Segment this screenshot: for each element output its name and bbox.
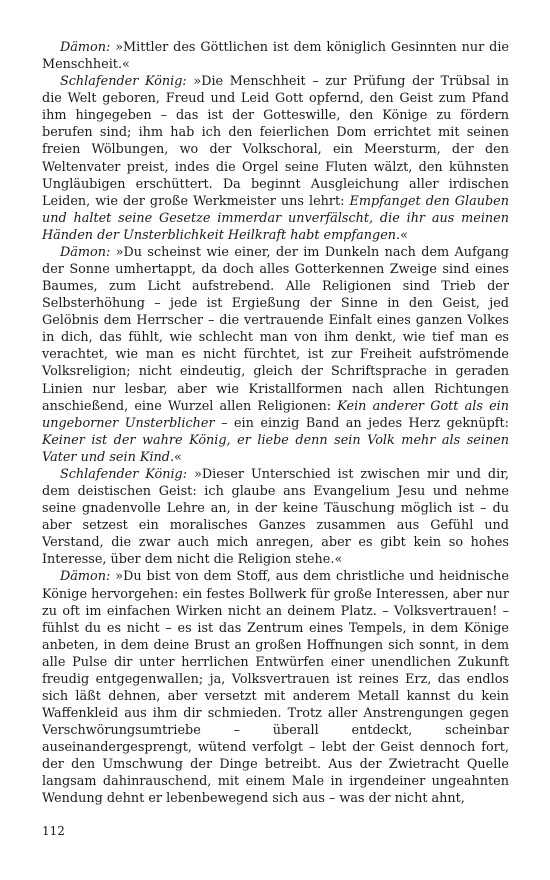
speaker-label: Dämon: (60, 40, 111, 55)
text-run: – ein einzig Band an jedes Herz geknüpft: (214, 415, 509, 431)
page-body (42, 39, 509, 808)
text-run: »Du scheinst wie einer, der im Dunkeln nach dem Aufgang der Sonne umhertappt, da doch alles Gotterkennen Zweige sind eines Baumes, zum Licht aufstrebend. Alle Religionen sind Trieb der Selbsterhöhung – jede ist Ergießung der Sinne in den Geist, jed Gelöbnis dem Herrscher – die vertrauende Einfalt eines ganzen Volkes in dich, das fühlt, wie schlecht man von ihm denkt, wie tief man es verachtet, wie man es nicht fürchtet, ist zur Freiheit aufströmende Volksreligion; nicht eindeutig, gleich der Schriftsprache in geraden Linien nur lesbar, aber wie Kristallformen nach allen Richtungen anschießend, eine Wurzel allen Religionen: (42, 244, 509, 414)
text-run: »Die Menschheit – zur Prüfung der Trübsal in die Welt geboren, Freud und Leid Gott opfernd, den Geist zum Pfand ihm hingegeben – das ist der Gotteswille, den Könige zu fördern berufen sind; ihm hab ich den feierlichen Dom errichtet mit seinen freien Wölbungen, wo der Volkschoral, ein Meersturm, der den Weltenvater preist, indes die Orgel seine Fluten wälzt, den kühnsten Ungläubigen erschüttert. Da beginnt Ausgleichung aller irdischen Leiden, wie der große Werkmeister uns lehrt: (42, 74, 509, 209)
text-run: »Du bist von dem Stoff, aus dem christliche und heidnische Könige hervorgehen: ein festes Bollwerk für große Interessen, aber nur zu oft im einfachen Wirken nicht an deinem Platz. – Volksvertrauen! – fühlst du es nicht – es ist das Zentrum eines Tempels, in dem Könige anbeten, in dem deine Brust an großen Hoffnungen sich sonnt, in dem alle Pulse dir unter herrlichen Entwürfen einer unendlichen Zukunft freudig entgegenwallen; ja, Volksvertrauen ist reines Erz, das endlos sich läßt dehnen, aber versetzt mit anderem Metall kannst du kein Waffenkleid aus ihm dir schmieden. Trotz aller Anstrengungen gegen Verschwörungsumtriebe – überall entdeckt, scheinbar auseinandergesprengt, wütend verfolgt – lebt der Geist dennoch fort, der den Umschwung der Dinge betreibt. Aus der Zwietracht Quelle langsam dahinrauschend, mit einem Male in irgendeiner ungeahnten Wendung dehnt er lebenbewegend sich aus – was der nicht ahnt, (42, 569, 509, 807)
paragraph (42, 568, 509, 807)
page-number: 112 (42, 824, 65, 838)
paragraph (42, 39, 509, 73)
italic-quote: Empfanget den Glauben und haltet seine Gesetze immerdar unverfälscht, die ihr aus meinen Händen der Unsterblichkeit Heilkraft habt empfangen. (42, 193, 509, 243)
text-run: « (174, 449, 182, 465)
italic-quote: Kein anderer Gott als ein ungeborner Unsterblicher (42, 398, 509, 431)
speaker-label: Dämon: (60, 244, 111, 260)
paragraph (42, 244, 509, 466)
italic-quote: Keiner ist der wahre König, er liebe denn sein Volk mehr als seinen Vater und sein Kind. (42, 432, 509, 465)
speaker-label: Schlafender König: (60, 466, 188, 482)
text-run: »Dieser Unterschied ist zwischen mir und dir, dem deistischen Geist: ich glaube ans Evangelium Jesu und nehme seine gnadenvolle Lehre an, in der keine Täuschung möglich ist – du aber setzest ein moralisches Ganzes zusammen aus Gefühl und Verstand, die zwar auch mich anregen, aber es gibt kein so hohes Interesse, über dem nicht die Religion stehe.« (42, 466, 509, 568)
text-run: « (400, 227, 408, 243)
paragraph (42, 73, 509, 244)
speaker-label: Schlafender König: (60, 74, 187, 90)
paragraph (42, 466, 509, 568)
speaker-label: Dämon: (60, 569, 111, 585)
text-run: »Mittler des Göttlichen ist dem königlich Gesinnten nur die Menschheit.« (42, 40, 509, 73)
